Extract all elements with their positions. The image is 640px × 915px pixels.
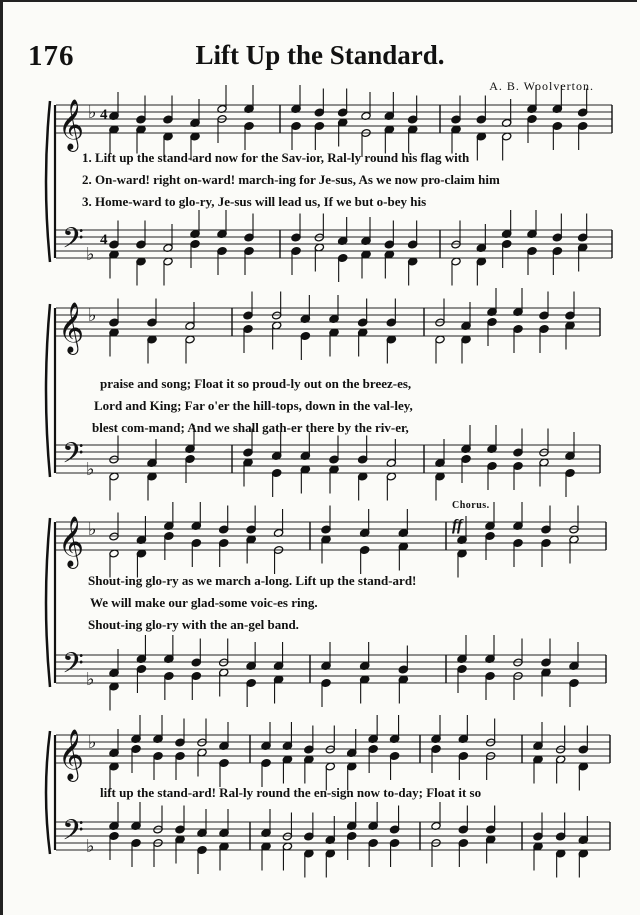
lyric-s3-v2: We will make our glad-some voic-es ring.: [90, 595, 318, 610]
treble-clef-icon: 𝄞: [58, 516, 85, 567]
lyric-s1-v2: 2. On-ward! right on-ward! march-ing for Je-sus, As we now pro-claim him: [82, 172, 500, 187]
system-brace: [46, 518, 50, 687]
lyric-s1-v3: 3. Home-ward to glo-ry, Je-sus will lead us, If we but o-bey his: [82, 194, 427, 209]
flat-icon: ♭: [88, 102, 97, 123]
treble-clef-icon: 𝄞: [58, 729, 85, 780]
lyric-s3-v1: Shout-ing glo-ry as we march a-long. Lift up the stand-ard!: [88, 573, 417, 588]
chorus-label: Chorus.: [452, 500, 490, 511]
page-edge-top: [3, 0, 637, 2]
lyric-s2-v2: Lord and King; Far o'er the hill-tops, down in the val-ley,: [94, 398, 413, 413]
flat-icon: ♭: [86, 459, 95, 480]
flat-icon: ♭: [86, 244, 95, 265]
hymn-number: 176: [28, 40, 75, 72]
lyric-s2-v1: praise and song; Float it so proud-ly out on the breez-es,: [100, 376, 412, 391]
time-signature-bass: 4: [100, 232, 108, 248]
time-signature-treble: 4: [100, 107, 108, 123]
lyric-s2-v3: blest com-mand; And we shall gath-er there by the riv-er,: [92, 420, 409, 435]
dynamic-marking: ff: [452, 517, 463, 534]
bass-clef-icon: 𝄢: [62, 647, 84, 687]
flat-icon: ♭: [86, 669, 95, 690]
treble-clef-icon: 𝄞: [58, 302, 85, 353]
lyric-s1-v1: 1. Lift up the stand-ard now for the Sav-ior, Ral-ly round his flag with: [82, 150, 470, 165]
lyric-s3-v3: Shout-ing glo-ry with the an-gel band.: [88, 617, 299, 632]
treble-clef-icon: 𝄞: [58, 99, 85, 150]
hymn-author: A. B. Woolverton.: [489, 79, 594, 93]
hymn-title: Lift Up the Standard.: [195, 40, 445, 70]
page-edge-left: [0, 0, 3, 915]
lyric-s4-v1: lift up the stand-ard! Ral-ly round the en-sign now to-day; Float it so: [100, 785, 482, 800]
system-brace: [46, 304, 50, 477]
flat-icon: ♭: [88, 305, 97, 326]
flat-icon: ♭: [86, 836, 95, 857]
system-brace: [46, 101, 50, 262]
flat-icon: ♭: [88, 519, 97, 540]
system-brace: [46, 731, 50, 854]
bass-clef-icon: 𝄢: [62, 814, 84, 854]
bass-clef-icon: 𝄢: [62, 222, 84, 262]
bass-clef-icon: 𝄢: [62, 437, 84, 477]
flat-icon: ♭: [88, 732, 97, 753]
